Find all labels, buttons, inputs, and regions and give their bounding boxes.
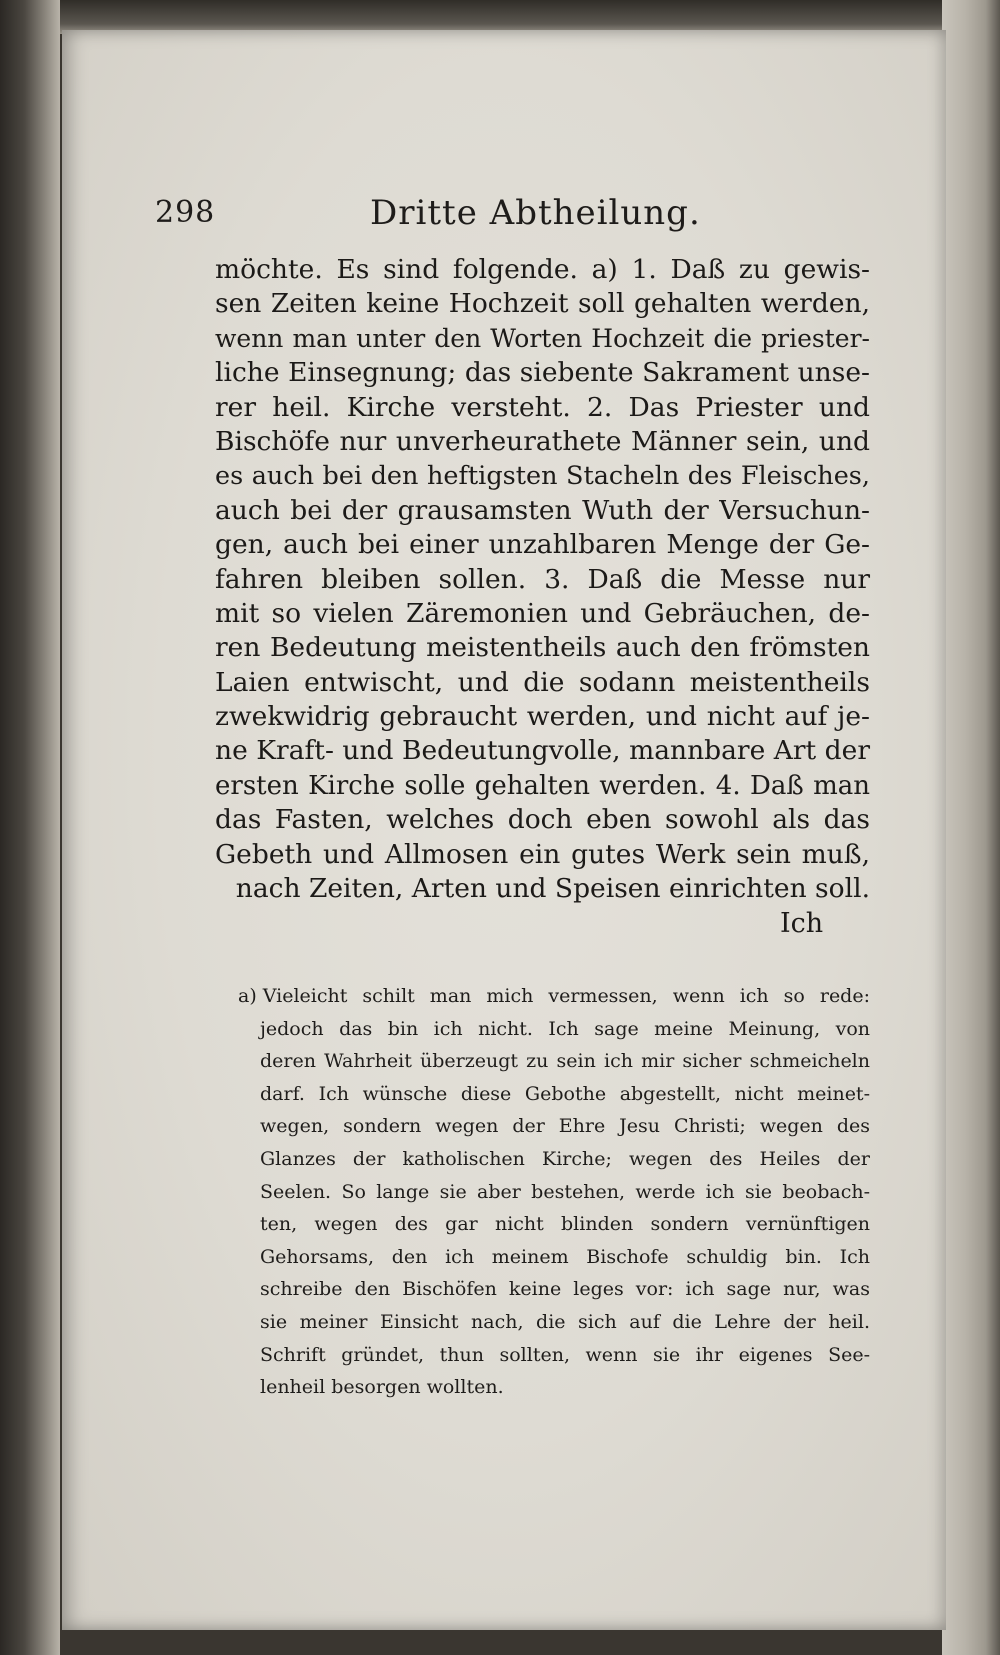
book-top-edge bbox=[0, 0, 1000, 34]
text-line: möchte. Es sind folgende. a) 1. Daß zu gewis- bbox=[215, 254, 870, 285]
footnote-marker: a) bbox=[238, 985, 257, 1007]
footnote-line: lenheil besorgen wollten. bbox=[260, 1376, 504, 1399]
footnote-line: sie meiner Einsicht nach, die sich auf die Lehre der heil. bbox=[260, 1310, 870, 1333]
footnote-line: wegen, sondern wegen der Ehre Jesu Christi; wegen des bbox=[260, 1115, 870, 1138]
running-head bbox=[155, 195, 855, 245]
catchword: Ich bbox=[780, 908, 824, 939]
footnote-line: darf. Ich wünsche diese Gebothe abgestellt, nicht meinet- bbox=[260, 1082, 870, 1105]
footnote-line: Schrift gründet, thun sollten, wenn sie ihr eigenes See- bbox=[260, 1343, 870, 1366]
text-line: ersten Kirche solle gehalten werden. 4. Daß man bbox=[215, 770, 870, 801]
text-line: gen, auch bei einer unzahlbaren Menge der Ge- bbox=[215, 529, 870, 561]
book-spine-edge bbox=[0, 0, 60, 1655]
footnote-line-text: Vieleicht schilt man mich vermessen, wenn ich so rede: bbox=[262, 985, 870, 1007]
footnote-line: Seelen. So lange sie aber bestehen, werde ich sie beobach- bbox=[260, 1180, 870, 1203]
text-line: ren Bedeutung meistentheils auch den frömsten bbox=[215, 632, 870, 664]
text-line: mit so vielen Zäremonien und Gebräuchen, de- bbox=[215, 597, 870, 629]
book-fore-edge bbox=[942, 0, 1000, 1655]
text-line: sen Zeiten keine Hochzeit soll gehalten werden, bbox=[215, 288, 870, 320]
footnote-line: schreibe den Bischöfen keine leges vor: ich sage nur, was bbox=[260, 1278, 870, 1301]
text-line: zwekwidrig gebraucht werden, und nicht auf je- bbox=[215, 701, 870, 733]
text-line: das Fasten, welches doch eben sowohl als das bbox=[215, 804, 870, 836]
text-line: Gebeth und Allmosen ein gutes Werk sein muß, bbox=[215, 838, 870, 870]
text-line: nach Zeiten, Arten und Speisen einrichten soll. bbox=[235, 873, 870, 905]
text-line: es auch bei den heftigsten Stacheln des Fleisches, bbox=[215, 461, 870, 492]
text-line: Bischöfe nur unverheurathete Männer sein, und bbox=[215, 425, 870, 457]
text-line: auch bei der grausamsten Wuth der Versuchun- bbox=[215, 494, 870, 526]
footnote-block bbox=[238, 980, 870, 1404]
text-line: liche Einsegnung; das siebente Sakrament unse- bbox=[215, 357, 870, 389]
footnote-line: Gehorsams, den ich meinem Bischofe schuldig bin. Ich bbox=[260, 1245, 870, 1268]
text-line: rer heil. Kirche versteht. 2. Das Priester und bbox=[215, 391, 870, 423]
text-line: wenn man unter den Worten Hochzeit die priester- bbox=[215, 323, 870, 353]
footnote-line: ten, wegen des gar nicht blinden sondern vernünftigen bbox=[260, 1213, 870, 1236]
main-text-block bbox=[215, 253, 870, 906]
text-line: Laien entwischt, und die sodann meistentheils bbox=[215, 666, 870, 698]
chapter-title: Dritte Abtheilung. bbox=[370, 193, 701, 233]
text-line: fahren bleiben sollen. 3. Daß die Messe nur bbox=[215, 563, 870, 595]
footnote-line: Glanzes der katholischen Kirche; wegen des Heiles der bbox=[260, 1147, 870, 1170]
footnote-line: jedoch das bin ich nicht. Ich sage meine Meinung, von bbox=[260, 1017, 870, 1040]
footnote-line bbox=[238, 980, 870, 1013]
page-number: 298 bbox=[155, 195, 216, 230]
text-line: ne Kraft- und Bedeutungvolle, mannbare Art der bbox=[215, 735, 870, 767]
footnote-line: deren Wahrheit überzeugt zu sein ich mir sicher schmeicheln bbox=[260, 1050, 870, 1073]
